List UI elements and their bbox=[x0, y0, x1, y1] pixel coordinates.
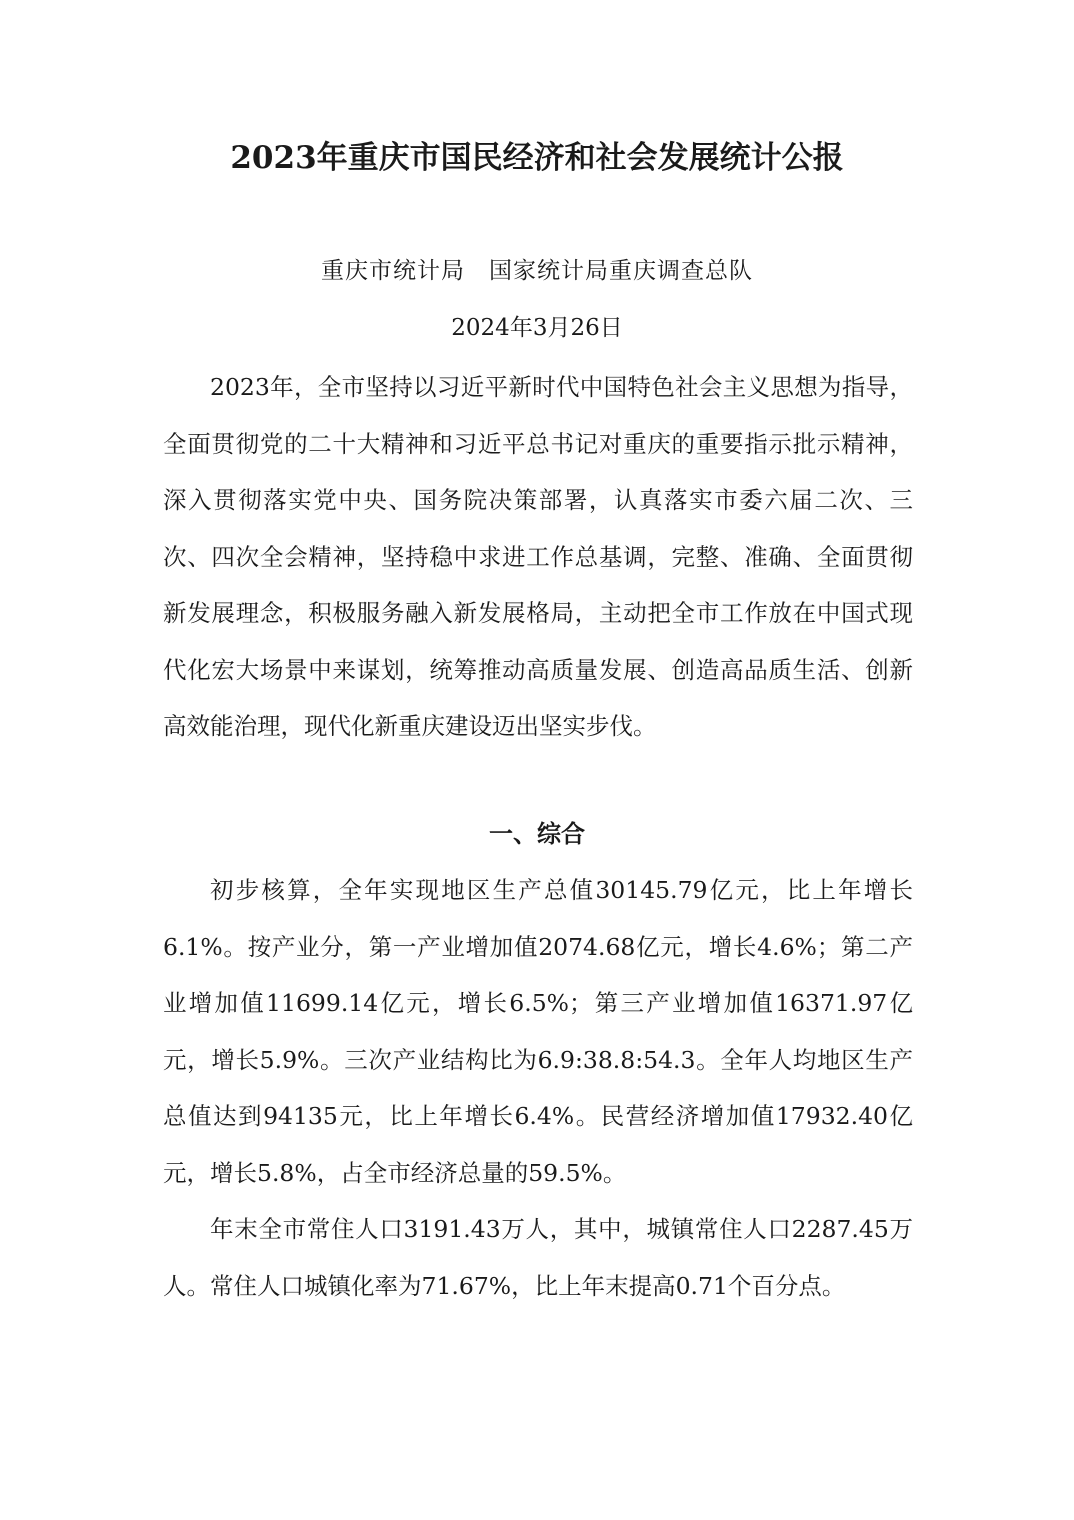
intro-paragraph: 2023年，全市坚持以习近平新时代中国特色社会主义思想为指导，全面贯彻党的二十大精神和习近平总书记对重庆的重要指示批示精神，深入贯彻落实党中央、国务院决策部署，认真落实市委六届二次、三次、四次全会精神，坚持稳中求进工作总基调，完整、准确、全面贯彻新发展理念，积极服务融入新发展格局，主动把全市工作放在中国式现代化宏大场景中来谋划，统筹推动高质量发展、创造高品质生活、创新高效能治理，现代化新重庆建设迈出坚实步伐。 bbox=[163, 373, 913, 740]
document-title: 2023年重庆市国民经济和社会发展统计公报 bbox=[230, 140, 844, 176]
document-date: 2024年3月26日 bbox=[451, 315, 623, 341]
section-paragraph: 初步核算，全年实现地区生产总值30145.79亿元，比上年增长6.1%。按产业分，第一产业增加值2074.68亿元，增长4.6%；第二产业增加值11699.14亿元，增长6.5%；第三产业增加值16371.97亿元，增长5.9%。三次产业结构比为6.9:38.8:54.3。全年人均地区生产总值达到94135元，比上年增长6.4%。民营经济增加值17932.40亿元，增长5.8%，占全市经济总量的59.5%。 bbox=[163, 876, 913, 1187]
document-authors: 重庆市统计局 国家统计局重庆调查总队 bbox=[321, 258, 753, 284]
section-heading: 一、综合 bbox=[489, 819, 585, 848]
section-paragraph: 年末全市常住人口3191.43万人，其中，城镇常住人口2287.45万人。常住人口城镇化率为71.67%，比上年末提高0.71个百分点。 bbox=[163, 1215, 913, 1300]
